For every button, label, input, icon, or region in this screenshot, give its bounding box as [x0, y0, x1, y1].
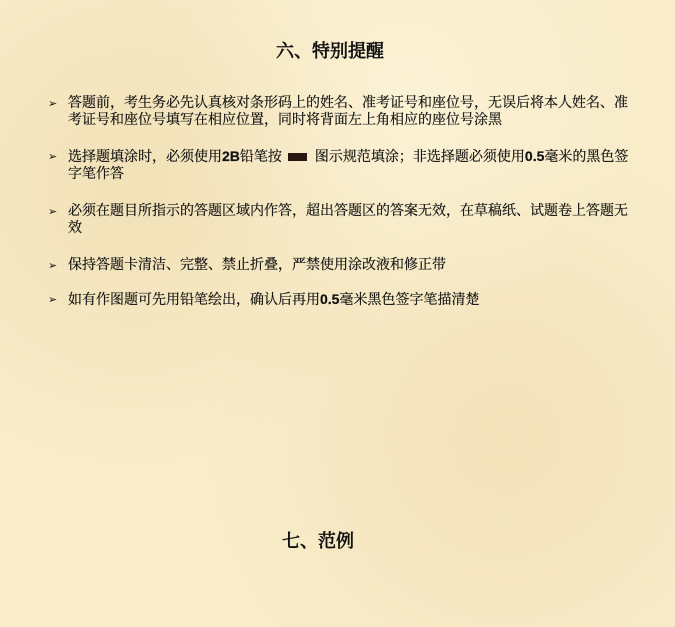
arrow-bullet-icon: ➢: [48, 205, 58, 218]
filled-mark-example-icon: [288, 153, 307, 161]
item-text: 保持答题卡清洁、完整、禁止折叠，严禁使用涂改液和修正带: [68, 257, 446, 273]
item-text: 答题前，考生务必先认真核对条形码上的姓名、准考证号和座位号，无误后将本人姓名、准考证号和座位号填写在相应位置，同时将背面左上角相应的座位号涂黑: [68, 95, 628, 128]
list-item: [48, 291, 638, 309]
item-text-bold: 2B: [222, 148, 240, 164]
item-text-part: 图示规范填涂；非选择题必须使用: [314, 149, 525, 165]
item-text: [68, 291, 638, 309]
item-text-bold: 0.5: [320, 291, 340, 307]
item-text-part: 选择题填涂时，必须使用: [68, 149, 222, 165]
item-text-part: 如有作图题可先用铅笔绘出，确认后再用: [68, 292, 320, 308]
list-item: [48, 148, 638, 183]
list-item: [48, 95, 638, 129]
item-text: [68, 148, 638, 183]
item-text-part: 毫米的黑色签字笔作答: [68, 149, 629, 182]
list-item: [48, 203, 638, 237]
item-text-part: 铅笔按: [239, 149, 282, 165]
section-title-special-reminders: 六、特别提醒: [276, 41, 384, 62]
section-title-example: 七、范例: [282, 531, 354, 552]
arrow-bullet-icon: ➢: [48, 150, 58, 163]
item-text: 必须在题目所指示的答题区域内作答，超出答题区的答案无效，在草稿纸、试题卷上答题无效: [68, 203, 628, 236]
item-text-bold: 0.5: [524, 148, 545, 164]
arrow-bullet-icon: ➢: [48, 259, 58, 272]
list-item: [48, 257, 638, 274]
arrow-bullet-icon: ➢: [48, 293, 58, 306]
item-text-part: 毫米黑色签字笔描清楚: [339, 292, 480, 308]
arrow-bullet-icon: ➢: [48, 97, 58, 110]
